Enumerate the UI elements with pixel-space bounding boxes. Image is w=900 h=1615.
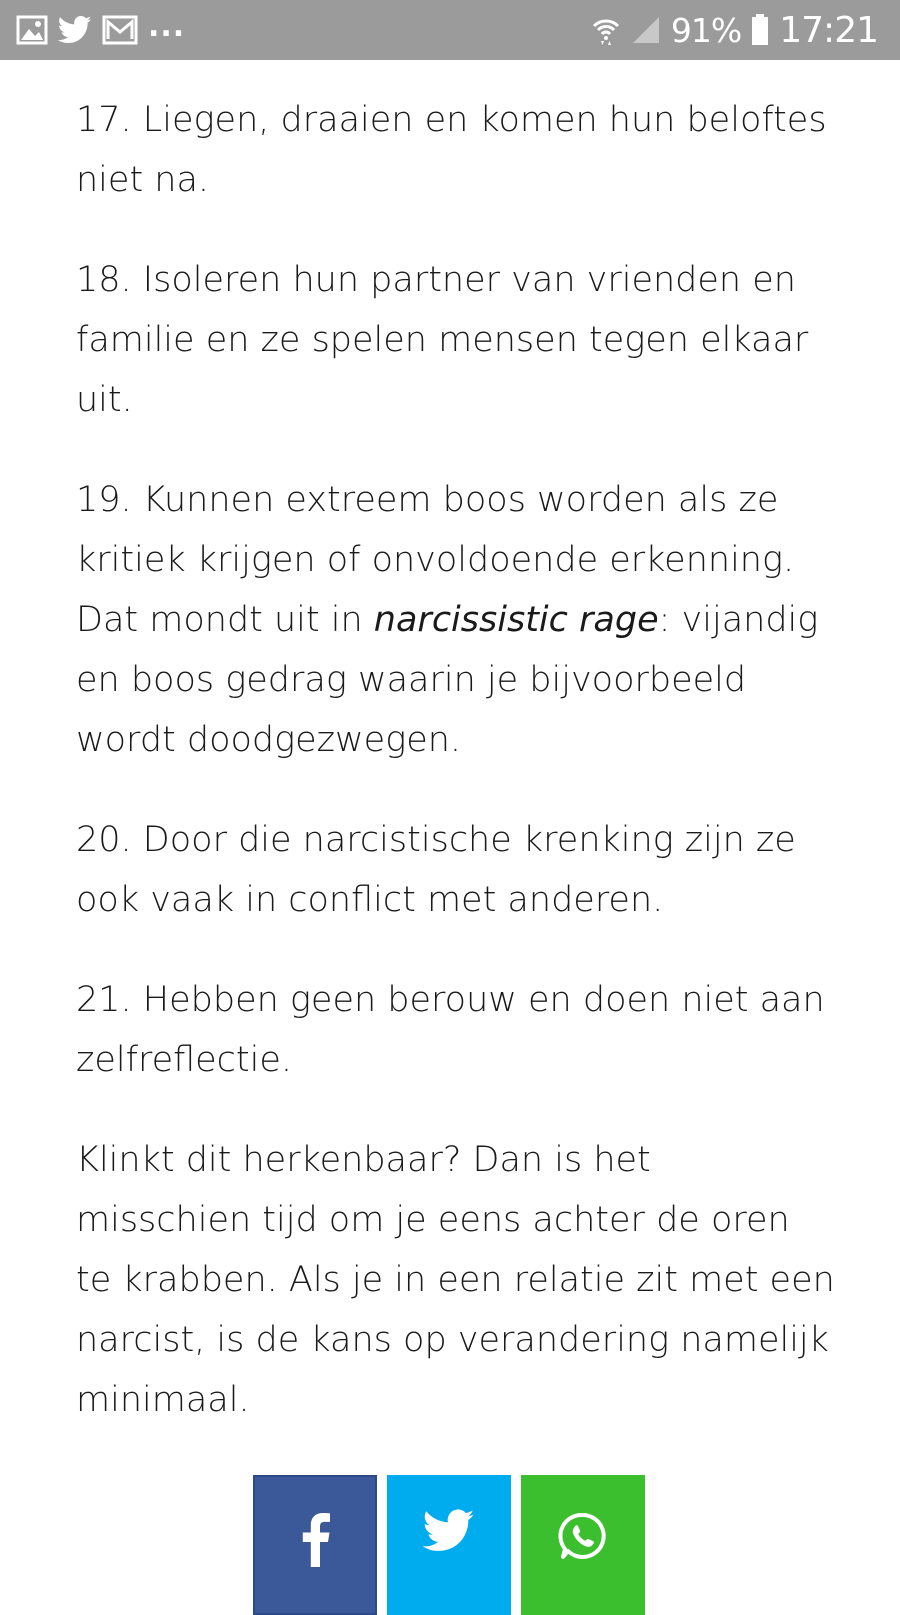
- more-notifications-indicator: ...: [148, 8, 186, 44]
- whatsapp-share-button[interactable]: [521, 1475, 645, 1615]
- twitter-icon: [423, 1509, 475, 1558]
- share-buttons: [253, 1475, 645, 1615]
- status-bar-notifications: [16, 0, 185, 60]
- list-item-19-emphasis: narcissistic rage: [373, 600, 659, 640]
- article-body: [76, 90, 836, 1470]
- image-icon: [16, 15, 48, 45]
- list-item-19-text-end: : vijandig en boos gedrag waarin je bijvoorbeeld wordt doodgezwegen.: [76, 600, 819, 760]
- list-item-17: 17. Liegen, draaien en komen hun beloftes niet na.: [76, 100, 827, 200]
- list-item-18: 18. Isoleren hun partner van vrienden en familie en ze spelen mensen tegen elkaar uit.: [76, 260, 809, 420]
- facebook-share-button[interactable]: [253, 1475, 377, 1615]
- list-item-19: [76, 470, 836, 770]
- list-item-21: 21. Hebben geen berouw en doen niet aan zelfreflectie.: [76, 980, 825, 1080]
- battery-icon: [751, 14, 769, 46]
- conclusion-paragraph: Klinkt dit herkenbaar? Dan is het misschien tijd om je eens achter de oren te krabben. Als je in een relatie zit met een narcist, is de kans op verandering namelijk minimaal.: [76, 1140, 835, 1420]
- status-bar-system: [591, 0, 878, 60]
- facebook-icon: [300, 1511, 330, 1572]
- gmail-icon: [102, 15, 138, 45]
- twitter-share-button[interactable]: [387, 1475, 511, 1615]
- wifi-icon: [591, 14, 621, 46]
- status-bar: [0, 0, 900, 60]
- battery-percentage: 91%: [670, 10, 742, 50]
- signal-icon: [631, 15, 661, 45]
- whatsapp-icon: [556, 1509, 610, 1568]
- twitter-icon: [58, 15, 92, 45]
- clock: 17:21: [779, 9, 878, 51]
- list-item-20: 20. Door die narcistische krenking zijn ze ook vaak in conflict met anderen.: [76, 820, 796, 920]
- list-item-19-text-start: 19. Kunnen extreem boos worden als ze kritiek krijgen of onvoldoende erkenning. Dat mondt uit in: [76, 480, 795, 640]
